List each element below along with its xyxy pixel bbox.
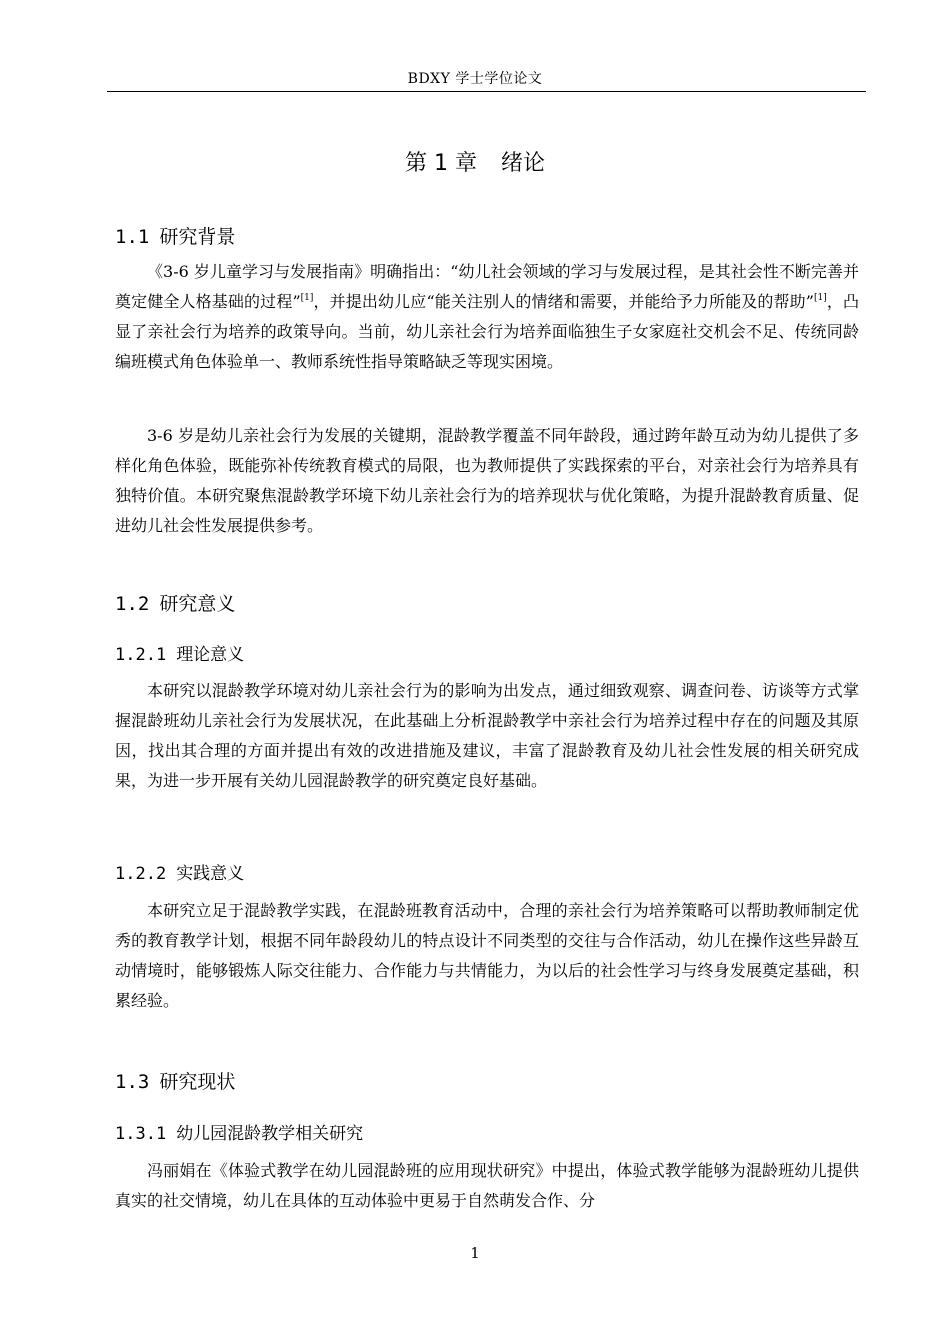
running-header: BDXY 学士学位论文 xyxy=(407,71,543,87)
section-number: 1.2 xyxy=(115,593,150,615)
paragraph-text: 《3-6 岁儿童学习与发展指南》明确指出：“幼儿社会领域的学习与发展过程，是其社会性不断完善并奠定健全人格基础的过程” xyxy=(115,262,859,311)
section-number: 1.3 xyxy=(115,1071,150,1093)
header-rule xyxy=(107,91,866,92)
paragraph-mixed-age-research: 冯丽娟在《体验式教学在幼儿园混龄班的应用现状研究》中提出，体验式教学能够为混龄班幼儿提供真实的社交情境，幼儿在具体的互动体验中更易于自然萌发合作、分 xyxy=(115,1161,859,1210)
paragraph-practical-significance: 本研究立足于混龄教学实践，在混龄班教育活动中，合理的亲社会行为培养策略可以帮助教师制定优秀的教育教学计划，根据不同年龄段幼儿的特点设计不同类型的交往与合作活动，幼儿在操作这些异龄互动情境时，能够锻炼人际交往能力、合作能力与共情能力，为以后的社会性学习与终身发展奠定基础，积累经验。 xyxy=(115,901,859,1010)
paragraph-text: ，并提出幼儿应“能关注别人的情绪和需要，并能给予力所能及的帮助” xyxy=(313,292,814,311)
subsection-number: 1.2.1 xyxy=(115,645,167,665)
section-title: 研究意义 xyxy=(159,593,236,615)
section-number: 1.1 xyxy=(115,226,150,248)
section-heading-1-3 xyxy=(115,1067,235,1094)
section-title: 研究现状 xyxy=(159,1071,236,1093)
subsection-heading-1-2-2 xyxy=(115,859,244,884)
section-heading-1-2 xyxy=(115,589,235,616)
citation-ref: [1] xyxy=(813,293,827,303)
paragraph-text: ，凸显了亲社会行为培养的政策导向。当前，幼儿亲社会行为培养面临独生子女家庭社交机会不足、传统同龄编班模式角色体验单一、教师系统性指导策略缺乏等现实困境。 xyxy=(115,292,859,371)
subsection-heading-1-2-1 xyxy=(115,640,244,665)
subsection-title: 理论意义 xyxy=(176,645,245,665)
subsection-title: 实践意义 xyxy=(176,864,245,884)
chapter-title xyxy=(0,146,950,177)
section-heading-1-1 xyxy=(115,222,235,249)
paragraph-background-1 xyxy=(115,257,859,377)
subsection-number: 1.3.1 xyxy=(115,1124,167,1144)
section-title: 研究背景 xyxy=(159,226,236,248)
page-number: 1 xyxy=(470,1244,480,1262)
subsection-heading-1-3-1 xyxy=(115,1119,363,1144)
subsection-title: 幼儿园混龄教学相关研究 xyxy=(176,1124,364,1144)
paragraph-theoretical-significance: 本研究以混龄教学环境对幼儿亲社会行为的影响为出发点，通过细致观察、调查问卷、访谈等方式掌握混龄班幼儿亲社会行为发展状况，在此基础上分析混龄教学中亲社会行为培养过程中存在的问题及其原因，找出其合理的方面并提出有效的改进措施及建议，丰富了混龄教育及幼儿社会性发展的相关研究成果，为进一步开展有关幼儿园混龄教学的研究奠定良好基础。 xyxy=(115,681,859,790)
citation-ref: [1] xyxy=(300,293,314,303)
chapter-name: 绪论 xyxy=(500,151,545,176)
chapter-number: 第 1 章 xyxy=(405,151,477,176)
paragraph-background-2: 3-6 岁是幼儿亲社会行为发展的关键期，混龄教学覆盖不同年龄段，通过跨年龄互动为幼儿提供了多样化角色体验，既能弥补传统教育模式的局限，也为教师提供了实践探索的平台，对亲社会行为培养具有独特价值。本研究聚焦混龄教学环境下幼儿亲社会行为的培养现状与优化策略，为提升混龄教育质量、促进幼儿社会性发展提供参考。 xyxy=(115,426,859,535)
subsection-number: 1.2.2 xyxy=(115,864,167,884)
